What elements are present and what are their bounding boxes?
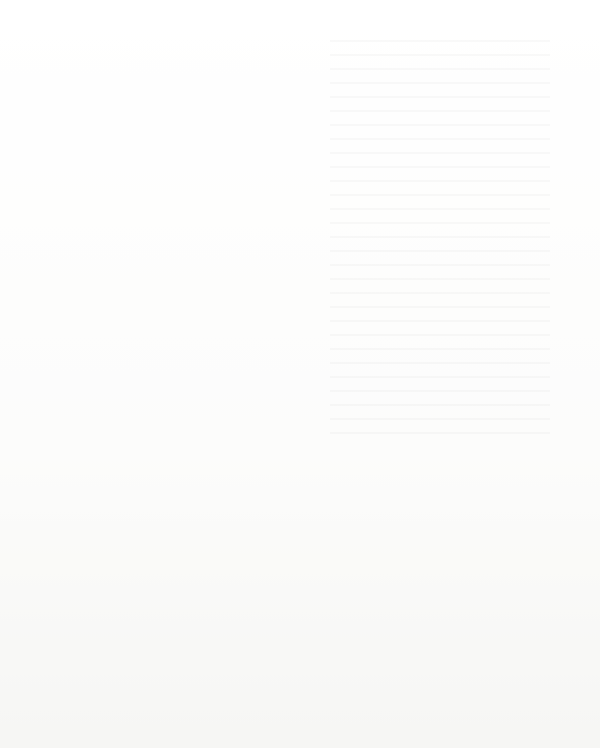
bleed-through-texture <box>330 40 550 440</box>
